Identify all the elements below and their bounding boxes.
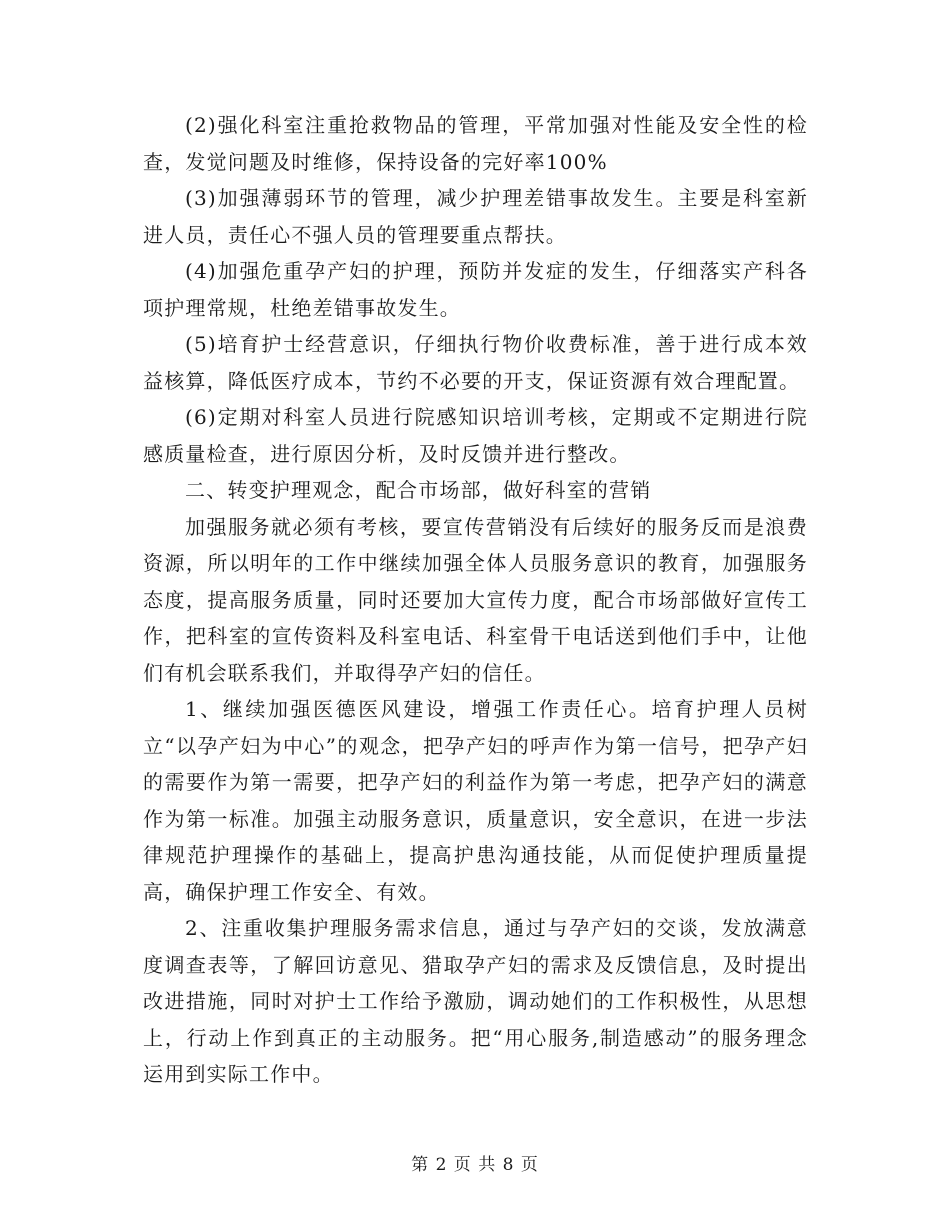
paragraph-item-2: (2)强化科室注重抢救物品的管理，平常加强对性能及安全性的检查，发觉问题及时维修，保持设备的完好率100%: [143, 113, 808, 174]
paragraph-item-4: (4)加强危重孕产妇的护理，预防并发症的发生，仔细落实产科各项护理常规，杜绝差错事故发生。: [143, 259, 808, 320]
paragraph-item-3: (3)加强薄弱环节的管理，减少护理差错事故发生。主要是科室新进人员，责任心不强人员的管理要重点帮扶。: [143, 186, 808, 247]
section-heading: 二、转变护理观念，配合市场部，做好科室的营销: [185, 478, 652, 502]
paragraph-point-1: 1、继续加强医德医风建设，增强工作责任心。培育护理人员树立“以孕产妇为中心”的观念，把孕产妇的呼声作为第一信号，把孕产妇的需要作为第一需要，把孕产妇的利益作为第一考虑，把孕产妇的满意作为第一标准。加强主动服务意识，质量意识，安全意识，在进一步法律规范护理操作的基础上，提高护患沟通技能，从而促使护理质量提高，确保护理工作安全、有效。: [143, 697, 808, 904]
paragraph-item-5: (5)培育护士经营意识，仔细执行物价收费标准，善于进行成本效益核算，降低医疗成本，节约不必要的开支，保证资源有效合理配置。: [143, 332, 808, 393]
paragraph-intro: 加强服务就必须有考核，要宣传营销没有后续好的服务反而是浪费资源，所以明年的工作中继续加强全体人员服务意识的教育，加强服务态度，提高服务质量，同时还要加大宣传力度，配合市场部做好宣传工作，把科室的宣传资料及科室电话、科室骨干电话送到他们手中，让他们有机会联系我们，并取得孕产妇的信任。: [143, 514, 808, 685]
paragraph-item-6: (6)定期对科室人员进行院感知识培训考核，定期或不定期进行院感质量检查，进行原因分析，及时反馈并进行整改。: [143, 405, 808, 466]
paragraph-point-2: 2、注重收集护理服务需求信息，通过与孕产妇的交谈，发放满意度调查表等，了解回访意见、猎取孕产妇的需求及反馈信息，及时提出改进措施，同时对护士工作给予激励，调动她们的工作积极性，从思想上，行动上作到真正的主动服务。把“用心服务,制造感动”的服务理念运用到实际工作中。: [143, 916, 808, 1086]
document-body: [143, 107, 808, 1093]
page-number-footer: 第 2 页 共 8 页: [411, 1155, 539, 1175]
